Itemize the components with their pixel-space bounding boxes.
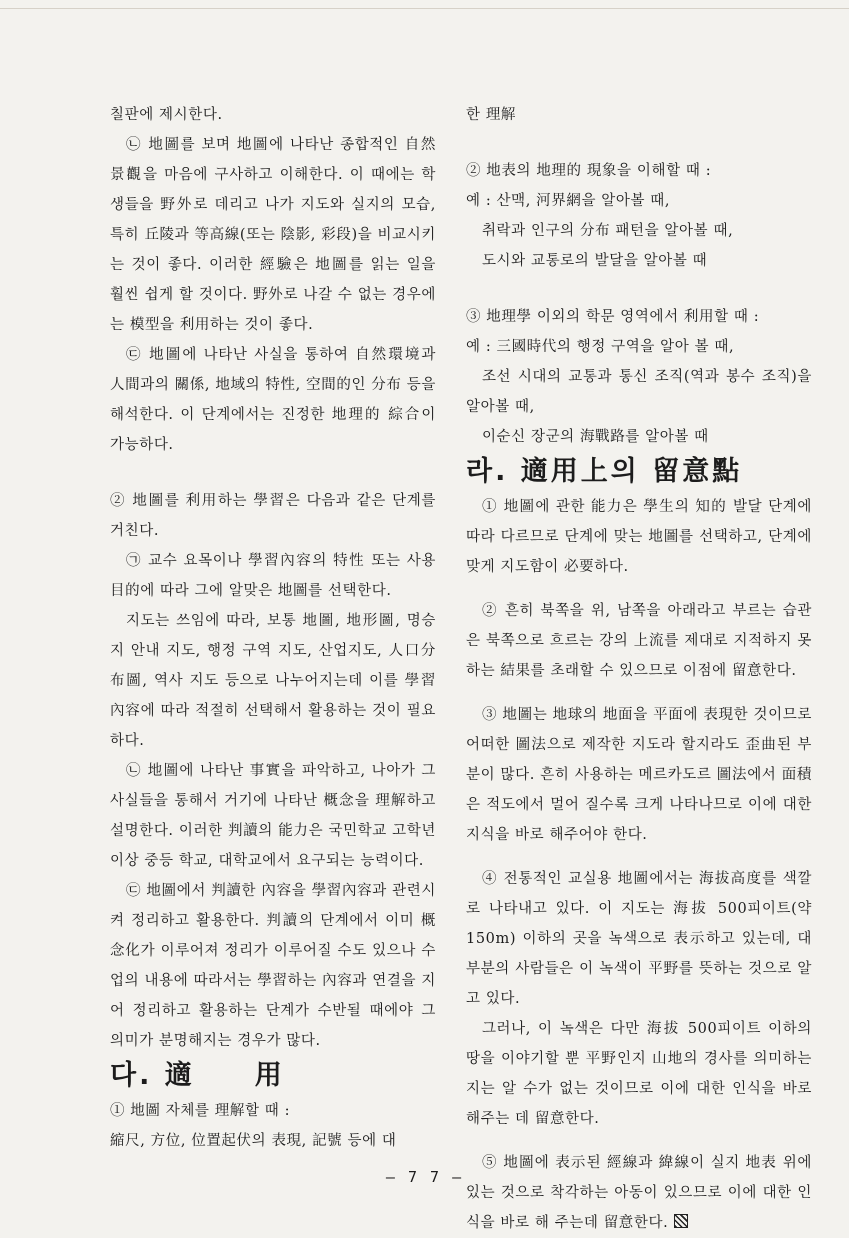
paragraph: ③ 地圖는 地球의 地面을 平面에 表現한 것이므로 어떠한 圖法으로 제작한 지도라 할지라도 歪曲된 부분이 많다. 흔히 사용하는 메르카도르 圖法에서 面積은 적도에서 멀어 질수록 크게 나타나므로 이에 대한 지식을 바로 해주어야 한다. bbox=[466, 707, 812, 843]
end-mark-icon bbox=[674, 1214, 688, 1228]
paragraph: ㉡ 地圖에 나타난 事實을 파악하고, 나아가 그 사실들을 통해서 거기에 나타난 概念을 理解하고 설명한다. 이러한 判讀의 能力은 국민학교 고학년 이상 중등 학교, 대학교에서 요구되는 능력이다. bbox=[110, 763, 436, 869]
scan-edge-line bbox=[0, 8, 849, 9]
page-number: — 7 7 — bbox=[385, 1168, 464, 1186]
paragraph: ㉡ 地圖를 보며 地圖에 나타난 종합적인 自然 景觀을 마음에 구사하고 이해한다. 이 때에는 학생들을 野外로 데리고 나가 지도와 실지의 모습, 특히 丘陵과 等高線(또는 陰影, 彩段)을 비교시키는 것이 좋다. 이러한 經驗은 地圖를 읽는 일을 훨씬 쉽게 할 것이다. 野外로 나갈 수 없는 경우에는 模型을 利用하는 것이 좋다. bbox=[110, 137, 436, 333]
paragraph: ① 地圖에 관한 能力은 學生의 知的 발달 단계에 따라 다르므로 단계에 맞는 地圖를 선택하고, 단계에 맞게 지도함이 必要하다. bbox=[466, 499, 812, 575]
paragraph: 한 理解 bbox=[466, 107, 517, 123]
right-column bbox=[466, 100, 812, 1238]
list-line: 예 : 三國時代의 행정 구역을 알아 볼 때, bbox=[466, 339, 735, 355]
paragraph: 칠판에 제시한다. bbox=[110, 107, 223, 123]
paragraph: 지도는 쓰임에 따라, 보통 地圖, 地形圖, 명승지 안내 지도, 행정 구역 지도, 산업지도, 人口分布圖, 역사 지도 등으로 나누어지는데 이를 學習內容에 따라 적절히 선택해서 활용하는 것이 필요하다. bbox=[110, 613, 436, 749]
paragraph bbox=[466, 1148, 812, 1238]
list-line: 취락과 인구의 分布 패턴을 알아볼 때, bbox=[481, 223, 734, 239]
list-line: ③ 地理學 이외의 학문 영역에서 利用할 때 : bbox=[466, 309, 760, 325]
paragraph: 縮尺, 方位, 位置起伏의 表現, 記號 등에 대 bbox=[110, 1133, 397, 1149]
list-line: 예 : 산맥, 河界網을 알아볼 때, bbox=[466, 193, 671, 209]
list-line: 조선 시대의 교통과 통신 조직(역과 봉수 조직)을 알아볼 때, bbox=[466, 369, 812, 415]
paragraph: ② 地圖를 利用하는 學習은 다음과 같은 단계를 거친다. bbox=[110, 493, 436, 539]
left-column bbox=[110, 100, 436, 1156]
paragraph: ㉠ 교수 요목이나 學習內容의 特性 또는 사용 目的에 따라 그에 알맞은 地圖를 선택한다. bbox=[110, 553, 436, 599]
list-line: 이순신 장군의 海戰路를 알아볼 때 bbox=[481, 429, 709, 445]
section-heading-apply: 다. 適 用 bbox=[110, 1060, 285, 1091]
list-line: 도시와 교통로의 발달을 알아볼 때 bbox=[481, 253, 708, 269]
paragraph: 그러나, 이 녹색은 다만 海拔 500피이트 이하의 땅을 이야기할 뿐 平野인지 山地의 경사를 의미하는지는 알 수가 없는 것이므로 이에 대한 인식을 바로 해주는 데 留意한다. bbox=[466, 1021, 812, 1127]
section-heading-notes: 라. 適用上의 留意點 bbox=[466, 456, 743, 487]
paragraph: ㉢ 地圖에서 判讀한 內容을 學習內容과 관련시켜 정리하고 활용한다. 判讀의 단계에서 이미 概念化가 이루어져 정리가 이루어질 수도 있으나 수업의 내용에 따라서는 學習하는 內容과 연결을 지어 정리하고 활용하는 단계가 수반될 때에야 그 의미가 분명해지는 경우가 많다. bbox=[110, 883, 436, 1049]
paragraph: ④ 전통적인 교실용 地圖에서는 海拔高度를 색깔로 나타내고 있다. 이 지도는 海拔 500피이트(약 150m) 이하의 곳을 녹색으로 表示하고 있는데, 대부분의 사람들은 이 녹색이 平野를 뜻하는 것으로 알고 있다. bbox=[466, 871, 812, 1007]
list-line: ② 地表의 地理的 現象을 이해할 때 : bbox=[466, 163, 712, 179]
paragraph: ㉢ 地圖에 나타난 사실을 통하여 自然環境과 人間과의 關係, 地域의 特性, 空間的인 分布 등을 해석한다. 이 단계에서는 진정한 地理的 綜合이 가능하다. bbox=[110, 347, 436, 453]
paragraph-text: ⑤ 地圖에 表示된 經線과 緯線이 실지 地表 위에 있는 것으로 착각하는 아동이 있으므로 이에 대한 인식을 바로 해 주는데 留意한다. bbox=[466, 1155, 812, 1231]
paragraph: ① 地圖 자체를 理解할 때 : bbox=[110, 1103, 291, 1119]
paragraph: ② 흔히 북쪽을 위, 남쪽을 아래라고 부르는 습관은 북쪽으로 흐르는 강의 上流를 제대로 지적하지 못하는 結果를 초래할 수 있으므로 이점에 留意한다. bbox=[466, 603, 812, 679]
